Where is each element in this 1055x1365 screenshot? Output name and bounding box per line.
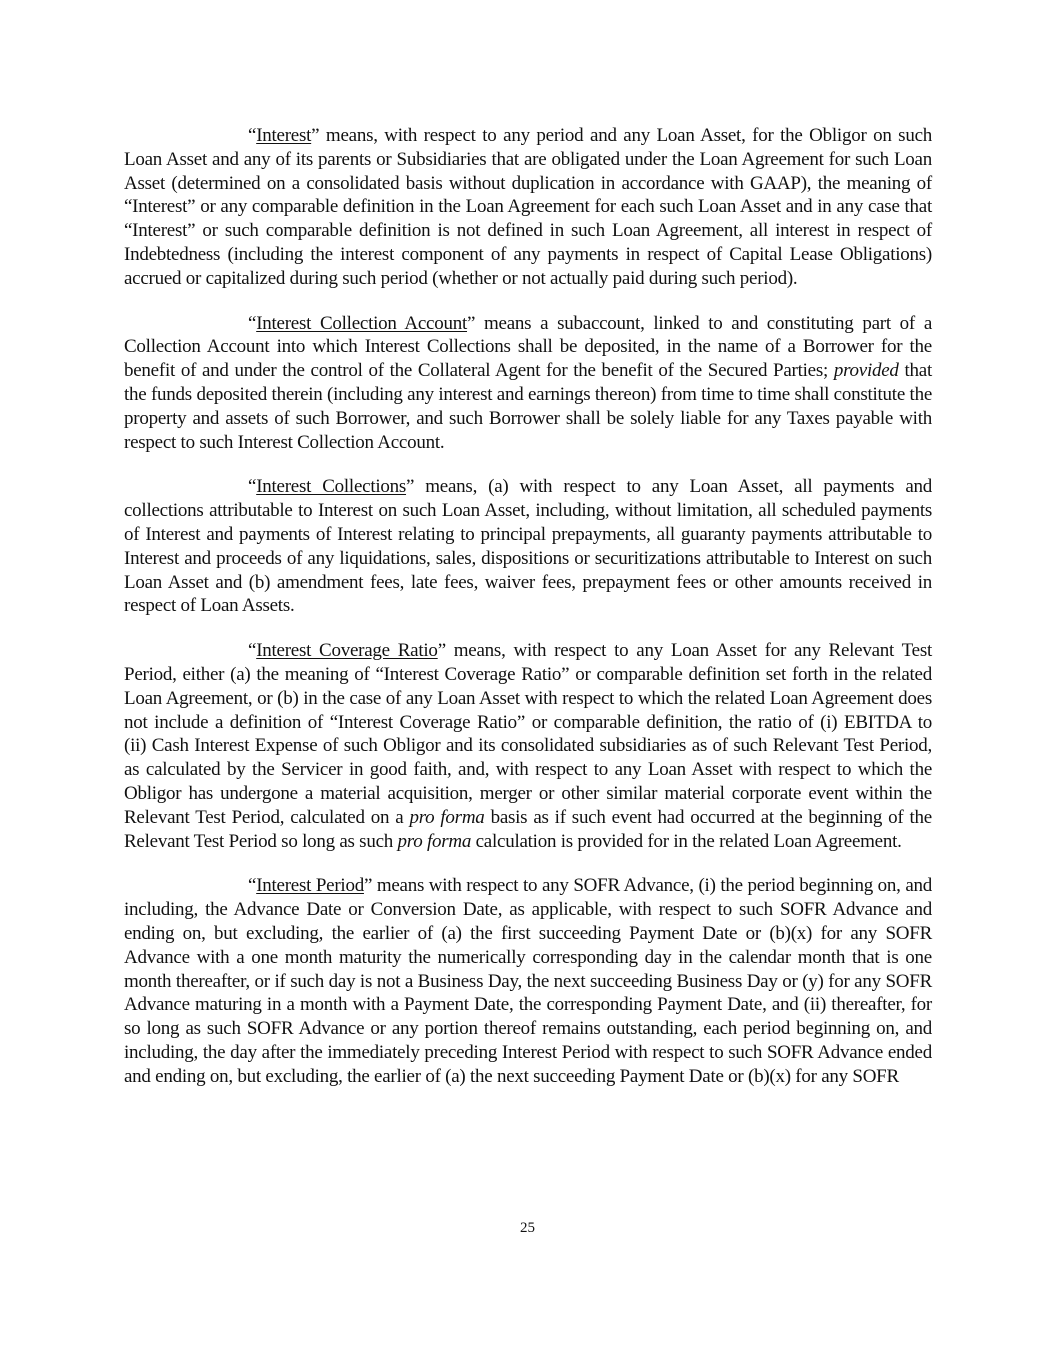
close-quote: ”: [406, 476, 415, 498]
defined-term: Interest Collections: [256, 476, 407, 498]
definition-interest: [124, 124, 932, 291]
open-quote: “: [248, 125, 257, 146]
italic-text: pro forma: [409, 806, 485, 828]
close-quote: ”: [467, 312, 476, 334]
italic-text: pro forma: [397, 830, 472, 852]
close-quote: ”: [311, 125, 320, 146]
definition-text: means, (a) with respect to any Loan Asset, all payments and collections attributable to Interest on such Loan Asset, including, without limitation, all scheduled payments of Interest and payments of Interest relating to principal prepayments, all guaranty payments attributable to Interest and proceeds of any liquidations, sales, dispositions or securitizations attributable to Interest on such Loan Asset and (b) amendment fees, late fees, waiver fees, prepayment fees or other amounts received in respect of Loan Assets.: [124, 476, 932, 617]
definition-text: means, with respect to any period and any Loan Asset, for the Obligor on such Loan Asset and any of its parents or Subsidiaries that are obligated under the Loan Agreement for such Loan Asset (determined on a consolidated basis without duplication in accordance with GAAP), the meaning of “Interest” or any comparable definition in the Loan Agreement for each such Loan Asset and in any case that “Interest” or such comparable definition is not defined in such Loan Agreement, all interest in respect of Indebtedness (including the interest component of any payments in respect of Capital Lease Obligations) accrued or capitalized during such period (whether or not actually paid during such period).: [124, 125, 932, 289]
definition-text: that the funds deposited therein (including any interest and earnings thereon) from time to time shall constitute the property and assets of such Borrower, and such Borrower shall be solely liable for any Taxes payable with respect to such Interest Collection Account.: [124, 360, 932, 453]
definition-text: means, with respect to any Loan Asset for any Relevant Test Period, either (a) the meaning of “Interest Coverage Ratio” or comparable definition set forth in the related Loan Agreement, or (b) in the case of any Loan Asset with respect to which the related Loan Agreement does not include a definition of “Interest Coverage Ratio” or comparable definition, the ratio of (i) EBITDA to (ii) Cash Interest Expense of such Obligor and its consolidated subsidiaries as of such Relevant Test Period, as calculated by the Servicer in good faith, and, with respect to any Loan Asset with respect to which the Obligor has undergone a material acquisition, merger or other similar material corporate event within the Relevant Test Period, calculated on a: [124, 640, 933, 828]
open-quote: “: [248, 875, 257, 897]
definition-text: calculation is provided for in the related Loan Agreement.: [471, 830, 902, 852]
definition-text: means with respect to any SOFR Advance, (i) the period beginning on, and including, the Advance Date or Conversion Date, as applicable, with respect to such SOFR Advance and ending on, but excluding, the earlier of (a) the first succeeding Payment Date or (b)(x) for any SOFR Advance with a one month maturity the numerically corresponding day in the calendar month that is one month thereafter, or if such day is not a Business Day, the next succeeding Business Day or (y) for any SOFR Advance maturing in a month with a Payment Date, the corresponding Payment Date, and (ii) thereafter, for so long as such SOFR Advance or any portion thereof remains outstanding, each period beginning on, and including, the day after the immediately preceding Interest Period with respect to such SOFR Advance ended and ending on, but excluding, the earlier of (a) the next succeeding Payment Date or (b)(x) for any SOFR: [124, 875, 933, 1087]
defined-term: Interest Collection Account: [256, 312, 468, 334]
defined-term: Interest Period: [256, 875, 364, 897]
definition-interest-coverage-ratio: [124, 639, 932, 853]
page-number: 25: [520, 1220, 535, 1236]
definition-interest-collections: [124, 475, 932, 618]
open-quote: “: [248, 312, 257, 334]
definition-interest-collection-account: [124, 312, 932, 455]
defined-term: Interest: [256, 125, 312, 146]
open-quote: “: [248, 476, 257, 498]
close-quote: ”: [437, 640, 446, 662]
italic-text: provided: [833, 360, 899, 382]
defined-term: Interest Coverage Ratio: [256, 640, 438, 662]
definition-interest-period: [124, 874, 932, 1088]
document-page: [124, 124, 932, 1109]
close-quote: ”: [363, 875, 373, 897]
definition-text: basis as if such event had occurred at the beginning of the Relevant Test Period so long as such: [124, 806, 932, 852]
definition-text: means a subaccount, linked to and constituting part of a Collection Account into which Interest Collections shall be deposited, in the name of a Borrower for the benefit of and under the control of the Collateral Agent for the benefit of the Secured Parties;: [124, 312, 932, 382]
open-quote: “: [248, 640, 257, 662]
